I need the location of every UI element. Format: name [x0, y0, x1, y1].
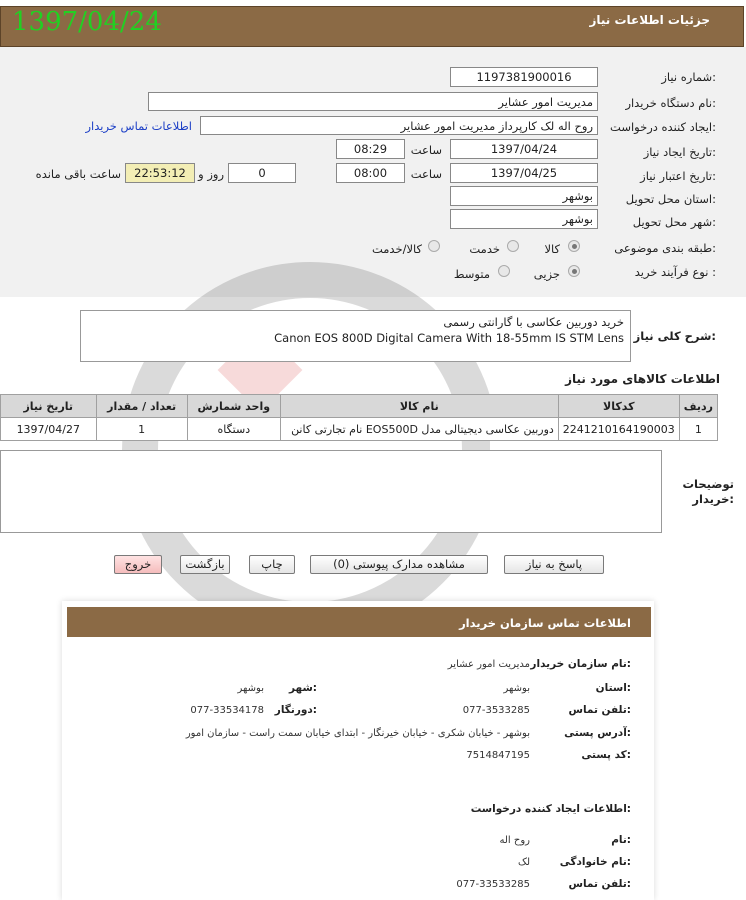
- city-label: شهر محل تحویل:: [632, 215, 716, 229]
- back-button[interactable]: بازگشت: [180, 555, 230, 574]
- contact-org-value: مدیریت امور عشایر: [447, 659, 530, 670]
- province-field: بوشهر: [450, 186, 598, 206]
- buyer-contact-link[interactable]: اطلاعات تماس خریدار: [85, 119, 192, 133]
- process-type-label: نوع فرآیند خرید :: [634, 265, 716, 279]
- process-option-medium: متوسط: [453, 267, 490, 281]
- remaining-time-label: ساعت باقی مانده: [35, 167, 121, 181]
- requester-name-value: روح اله: [499, 835, 530, 846]
- province-label: استان محل تحویل:: [625, 192, 716, 206]
- contact-province-value: بوشهر: [503, 683, 530, 694]
- items-section-title: اطلاعات کالاهای مورد نیاز: [565, 372, 720, 386]
- exit-button[interactable]: خروج: [114, 555, 162, 574]
- contact-phone-label: تلفن تماس:: [568, 704, 631, 716]
- buyer-org-field: مدیریت امور عشایر: [148, 92, 598, 111]
- remaining-days-field: 0: [228, 163, 296, 183]
- days-label: روز و: [198, 167, 224, 181]
- cell-qty: 1: [96, 418, 187, 441]
- create-date-label: تاریخ ایجاد نیاز:: [643, 145, 716, 159]
- contact-fax-value: 077-33534178: [190, 705, 264, 716]
- description-line-1: خرید دوربین عکاسی با گارانتی رسمی: [443, 315, 624, 329]
- cell-unit: دستگاه: [187, 418, 280, 441]
- category-radio-goods-service[interactable]: [428, 240, 440, 252]
- col-qty: تعداد / مقدار: [96, 395, 187, 418]
- items-table-header: [1, 395, 718, 418]
- contact-province-label: استان:: [595, 682, 631, 694]
- print-button[interactable]: چاپ: [249, 555, 295, 574]
- contact-phone-value: 077-3533285: [462, 705, 530, 716]
- table-row: [1, 418, 718, 441]
- requester-field: روح اله لک کارپرداز مدیریت امور عشایر: [200, 116, 598, 135]
- contact-card-title: اطلاعات تماس سازمان خریدار: [459, 616, 631, 630]
- contact-org-label: نام سازمان خریدار:: [530, 658, 631, 670]
- requester-family-label: نام خانوادگی:: [559, 856, 631, 868]
- cell-name: دوربین عکاسی دیجیتالی مدل EOS500D نام تجارتی کانن: [280, 418, 558, 441]
- validity-date-field: 1397/04/25: [450, 163, 598, 183]
- buyer-notes-label: توضیحات خریدار:: [682, 477, 734, 506]
- category-label: طبقه بندی موضوعی:: [614, 241, 716, 255]
- remaining-time-field: 22:53:12: [125, 163, 195, 183]
- category-radio-goods[interactable]: [568, 240, 580, 252]
- header-date: 1397/04/24: [12, 7, 162, 37]
- process-radio-medium[interactable]: [498, 265, 510, 277]
- buyer-org-label: نام دستگاه خریدار:: [625, 96, 716, 110]
- col-name: نام کالا: [280, 395, 558, 418]
- contact-city-label: شهر:: [289, 682, 317, 694]
- col-unit: واحد شمارش: [187, 395, 280, 418]
- items-table: [0, 394, 718, 441]
- col-row: ردیف: [679, 395, 717, 418]
- requester-info-title: اطلاعات ایجاد کننده درخواست:: [470, 803, 631, 815]
- col-date: تاریخ نیاز: [1, 395, 97, 418]
- contact-fax-label: دورنگار:: [274, 704, 317, 716]
- page-title: جزئیات اطلاعات نیاز: [589, 13, 710, 27]
- contact-address-label: آدرس پستی:: [564, 727, 631, 739]
- validity-time-label: ساعت: [410, 167, 442, 181]
- col-code: کدکالا: [558, 395, 679, 418]
- category-option-service: خدمت: [469, 242, 500, 256]
- process-radio-minor[interactable]: [568, 265, 580, 277]
- description-label: شرح کلی نیاز:: [633, 329, 716, 343]
- contact-postal-value: 7514847195: [466, 750, 530, 761]
- need-number-field: 1197381900016: [450, 67, 598, 87]
- requester-label: ایجاد کننده درخواست:: [610, 120, 716, 134]
- view-documents-button[interactable]: مشاهده مدارک پیوستی (0): [310, 555, 488, 574]
- need-number-label: شماره نیاز:: [661, 70, 716, 84]
- requester-phone-value: 077-33533285: [456, 879, 530, 890]
- validity-time-field: 08:00: [336, 163, 405, 183]
- cell-row: 1: [679, 418, 717, 441]
- cell-date: 1397/04/27: [1, 418, 97, 441]
- process-option-minor: جزیی: [533, 267, 560, 281]
- category-radio-service[interactable]: [507, 240, 519, 252]
- create-time-field: 08:29: [336, 139, 405, 159]
- contact-address-value: بوشهر - خیابان شکری - خیابان خیرنگار - ابتدای خیابان سمت راست - سازمان امور: [185, 728, 530, 739]
- validity-date-label: تاریخ اعتبار نیاز:: [640, 169, 716, 183]
- create-date-field: 1397/04/24: [450, 139, 598, 159]
- reply-button[interactable]: پاسخ به نیاز: [504, 555, 604, 574]
- requester-family-value: لک: [518, 857, 530, 868]
- contact-postal-label: کد پستی:: [581, 749, 631, 761]
- description-line-2: Canon EOS 800D Digital Camera With 18-55mm IS STM Lens: [274, 331, 624, 345]
- cell-code: 2241210164190003: [558, 418, 679, 441]
- description-box: [80, 310, 631, 362]
- requester-phone-label: تلفن تماس:: [568, 878, 631, 890]
- city-field: بوشهر: [450, 209, 598, 229]
- category-option-goods-service: کالا/خدمت: [371, 242, 422, 256]
- buyer-notes-box: [0, 450, 662, 533]
- contact-city-value: بوشهر: [237, 683, 264, 694]
- requester-name-label: نام:: [611, 834, 631, 846]
- category-option-goods: کالا: [544, 242, 560, 256]
- create-time-label: ساعت: [410, 143, 442, 157]
